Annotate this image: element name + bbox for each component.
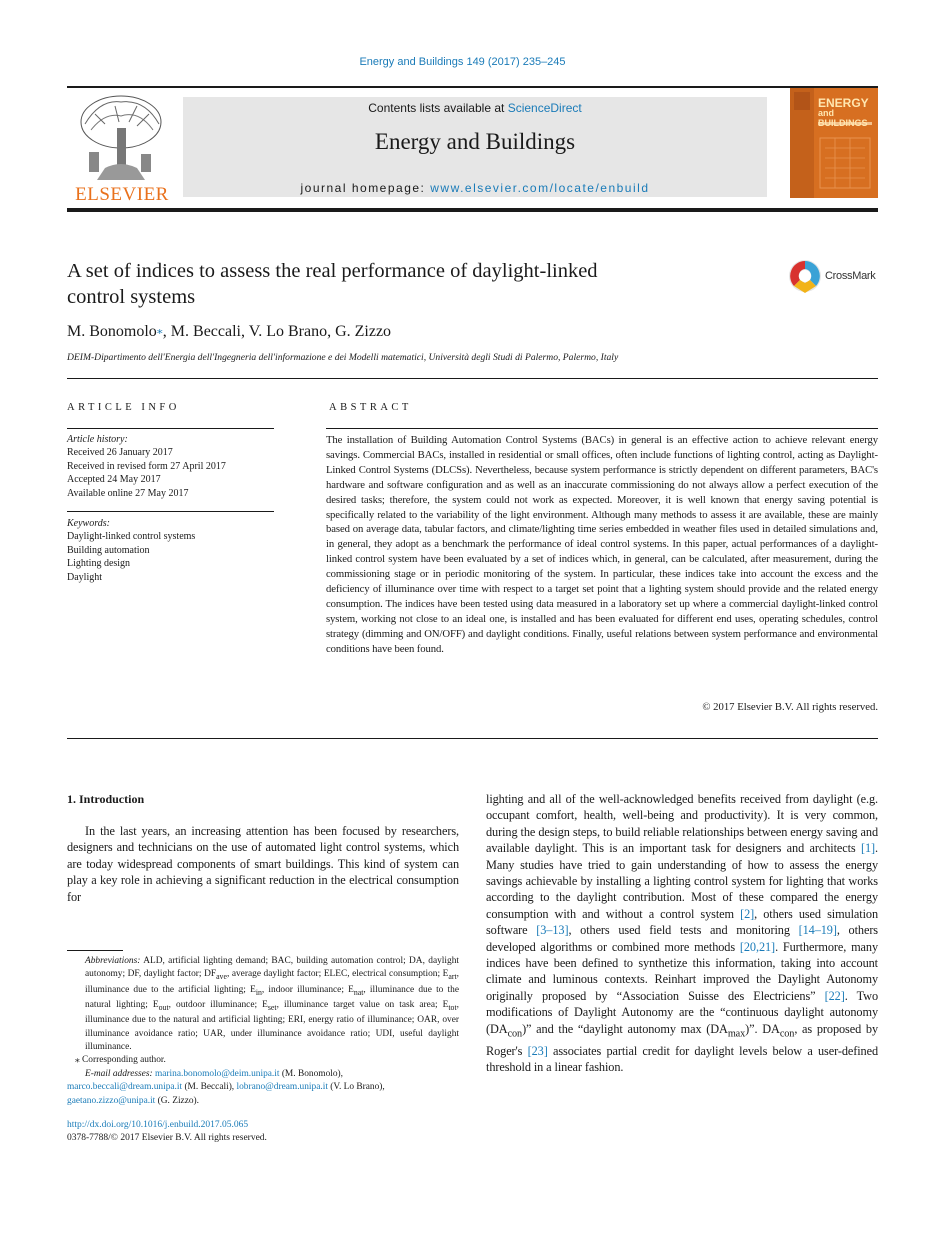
homepage-prefix: journal homepage: [300, 181, 426, 195]
header-bottom-rule [67, 208, 878, 212]
citation-link[interactable]: [20,21] [739, 939, 776, 954]
subscript: out [158, 1002, 169, 1012]
journal-info-box [183, 97, 767, 197]
abbreviations-footnote [67, 955, 459, 1108]
author-list [67, 323, 391, 341]
email-addresses-cont2 [67, 1095, 459, 1108]
abstract-end-rule [67, 738, 878, 739]
email-link[interactable]: marina.bonomolo@deim.unipa.it [154, 1068, 280, 1079]
subscript: con [779, 1028, 795, 1040]
journal-homepage [183, 181, 767, 195]
subscript: in [255, 987, 262, 997]
intro-text: , others developed algorithms or combined more methods [486, 923, 878, 954]
doi-link[interactable]: http://dx.doi.org/10.1016/j.enbuild.2017.05.065 [67, 1120, 249, 1130]
author-others: , M. Beccali, V. Lo Brano, G. Zizzo [162, 323, 392, 340]
email-addresses-cont [67, 1081, 459, 1094]
author-first[interactable]: M. Bonomolo [67, 323, 157, 340]
citation-link[interactable]: [3–13] [536, 923, 569, 938]
intro-text: )”. DA [745, 1021, 780, 1036]
keyword-item: Lighting design [67, 558, 131, 570]
article-title-line1: A set of indices to assess the real performance of daylight-linked [67, 260, 598, 282]
subscript: nat [353, 987, 364, 997]
abstract-text: The installation of Building Automation Control Systems (BACs) in general is an effective action to achieve relevant energy savings. Commercial BACs, installed in residential or small offices, often include functions of lighting control, acting as Daylight-Linked Control Systems (DLCSs). Nevertheless, because system performance is strictly dependent on different parameters, BAC's hardware and software configuration and as well as an inaccurate commissioning do not always allow a perfect execution of the desired tasks; therefore, the system could not work as expected. Moreover, it is well known that energy saving potential is specifically related to the variability of the light environment. Although many methods to assess it are available, these are mainly based on average data, tabular factors, and climate/lighting time series embedded in weather files used in detailed simulations and, in general, they adopt as a benchmark the performance of ideal control systems. In this paper, actual performances of a daylight-linked control system have been evaluated by a set of indices which, in general, can be calculated, after measurement, during the commissioning stage or in periodic monitoring of the system. In particular, these indices take into account the excess and the deficiency of illuminance over time with respect to a target set point that a lighting system should provide and the related energy consumption. The indices have been tested using data measured in a laboratory set up where a commercial daylight-linked control system, working not close to an ideal one, is installed and has been evaluated for different end uses, operating schedules, control strategy (dimming and ON/OFF) and daylight conditions. Finally, useful relations between system performance and environmental conditions have been found. [326, 434, 878, 655]
header-top-rule [67, 86, 878, 88]
intro-text: . Two modifications of Daylight Autonomy are the “continuous daylight autonomy (DA [486, 988, 879, 1036]
crossmark-badge[interactable] [788, 259, 880, 293]
abstract-heading: ABSTRACT [329, 402, 412, 413]
intro-text: . Furthermore, many indices have been defined to synthetize this information, taking into account climate and luminous contexts. Reinhart improved the Daylight Autonomy originally proposed by “Association Suisse des Electriciens” [486, 939, 878, 1003]
keyword-item: Daylight [67, 571, 102, 583]
fn-text: (V. Lo Brano), [327, 1082, 385, 1093]
article-title-line2: control systems [67, 286, 196, 308]
citation-link[interactable]: [14–19] [798, 923, 837, 938]
article-title [67, 258, 767, 310]
citation-link[interactable]: [23] [527, 1043, 548, 1058]
publisher-logo[interactable] [67, 94, 177, 206]
abbreviations-text [67, 955, 459, 1054]
sciencedirect-link[interactable]: ScienceDirect [507, 101, 582, 115]
homepage-link[interactable]: www.elsevier.com/locate/enbuild [430, 181, 650, 195]
citation-link[interactable]: [22] [824, 988, 845, 1003]
email-link[interactable]: gaetano.zizzo@unipa.it [67, 1095, 156, 1106]
email-link[interactable]: lobrano@dream.unipa.it [236, 1082, 328, 1093]
fn-text: , illuminance due to the natural lighting; E [85, 984, 459, 1010]
fn-text: , average daylight factor; ELEC, electrical consumption; E [226, 969, 449, 980]
intro-text: , as proposed by Roger's [486, 1021, 878, 1058]
fn-text: ALD, artificial lighting demand; BAC, building automation control; DA, daylight autonomy; DF, daylight factor; DF [85, 956, 459, 980]
citation-link[interactable]: [1] [860, 841, 876, 856]
intro-text: )” and the “daylight autonomy max (DA [522, 1021, 728, 1036]
fn-text: , outdoor illuminance; E [168, 999, 268, 1010]
journal-title: Energy and Buildings [374, 129, 576, 154]
intro-text: lighting and all of the well-acknowledged benefits received from daylight (e.g. occupant comfort, health, well-being and productivity). It is very common, during the design steps, to build reliable relationships between energy saving and available daylight. This is an important task for designers and architects [486, 792, 878, 856]
article-info-rule [67, 428, 274, 429]
email-link[interactable]: marco.beccali@dream.unipa.it [67, 1082, 183, 1093]
subscript: ave [216, 972, 227, 982]
introduction-heading: 1. Introduction [67, 792, 145, 806]
subscript: con [507, 1028, 523, 1040]
fn-text: (M. Bonomolo), [279, 1068, 344, 1079]
footnote-rule [67, 950, 123, 951]
history-revised: Received in revised form 27 April 2017 [67, 460, 226, 472]
keywords-heading: Keywords: [67, 518, 110, 529]
doi-block [67, 1119, 459, 1146]
history-received: Received 26 January 2017 [67, 447, 173, 459]
intro-text: , others used simulation software [486, 906, 878, 938]
keyword-item: Daylight-linked control systems [67, 531, 196, 543]
corresponding-author-marker[interactable]: ⁎ [156, 323, 163, 337]
journal-citation[interactable]: Energy and Buildings 149 (2017) 235–245 [359, 56, 566, 68]
subscript: max [727, 1028, 746, 1040]
fn-text: , illuminance target value on task area; E [276, 999, 449, 1010]
article-info-heading: ARTICLE INFO [67, 402, 180, 413]
introduction-left-column: In the last years, an increasing attention has been focused by researchers, designers and technicians on the use of automated light control systems, which are today widespread components of smart buildings. This kind of system can play a key role in achieving a significant reduction in the electrical consumption for [67, 824, 459, 904]
subscript: art [448, 972, 457, 982]
intro-text: , others used field tests and monitoring [568, 923, 799, 938]
subscript: tot [448, 1002, 457, 1012]
corresponding-author-note: ⁎ Corresponding author. [75, 1055, 166, 1066]
affiliation-rule [67, 378, 878, 379]
author-affiliation: DEIM-Dipartimento dell'Energia dell'Ingegneria dell'informazione e dei Modelli matematici, Università degli Studi di Palermo, Palermo, Italy [67, 352, 619, 363]
elsevier-tree-icon [75, 94, 167, 182]
history-heading: Article history: [67, 434, 128, 445]
intro-text: associates partial credit for daylight levels below a user-defined threshold in a linear fashion. [486, 1043, 878, 1074]
fn-text: (G. Zizzo). [155, 1095, 200, 1106]
history-online: Available online 27 May 2017 [67, 487, 189, 499]
keywords-rule [67, 511, 274, 512]
journal-header [67, 86, 878, 212]
email-label: E-mail addresses: [85, 1068, 153, 1079]
history-accepted: Accepted 24 May 2017 [67, 474, 161, 486]
crossmark-label: CrossMark [825, 270, 876, 282]
crossmark-icon [788, 259, 822, 293]
fn-text: , illuminance due to the artificial lighting; E [85, 969, 459, 995]
email-addresses [67, 1068, 459, 1081]
fn-text: , indoor illuminance; E [261, 984, 354, 995]
introduction-right-column [486, 791, 878, 1075]
citation-link[interactable]: [2] [740, 906, 755, 921]
fn-text: (M. Beccali), [182, 1082, 237, 1093]
subscript: set [267, 1002, 277, 1012]
abstract-rule [326, 428, 878, 429]
journal-cover-thumbnail[interactable] [790, 88, 878, 198]
cover-title-line2: and BUILDINGS [818, 108, 868, 128]
issn-copyright: 0378-7788/© 2017 Elsevier B.V. All rights reserved. [67, 1133, 267, 1144]
intro-text: . Many studies have tried to gain understanding of how to assess the energy savings achievable by installing a lighting control system for lighting that works according to the daylight contribution. Most of these compared the energy consumption with and without a control system [486, 841, 878, 921]
contents-prefix: Contents lists available at [368, 101, 505, 115]
contents-line [183, 101, 767, 115]
fn-text: , illuminance due to the natural and artificial lighting; ERI, energy ratio of illuminance; OAR, over illuminance avoidance ratio; UAR, under illuminance avoidance ratio; UDI, useful daylight illuminance. [85, 999, 459, 1053]
article-history [67, 433, 274, 500]
keyword-item: Building automation [67, 544, 150, 556]
publisher-wordmark: ELSEVIER [75, 184, 169, 205]
abstract-copyright: © 2017 Elsevier B.V. All rights reserved. [702, 701, 878, 713]
keywords-block [67, 517, 274, 584]
abbreviations-label: Abbreviations: [85, 956, 141, 966]
cover-title-line1: ENERGY [818, 96, 869, 110]
